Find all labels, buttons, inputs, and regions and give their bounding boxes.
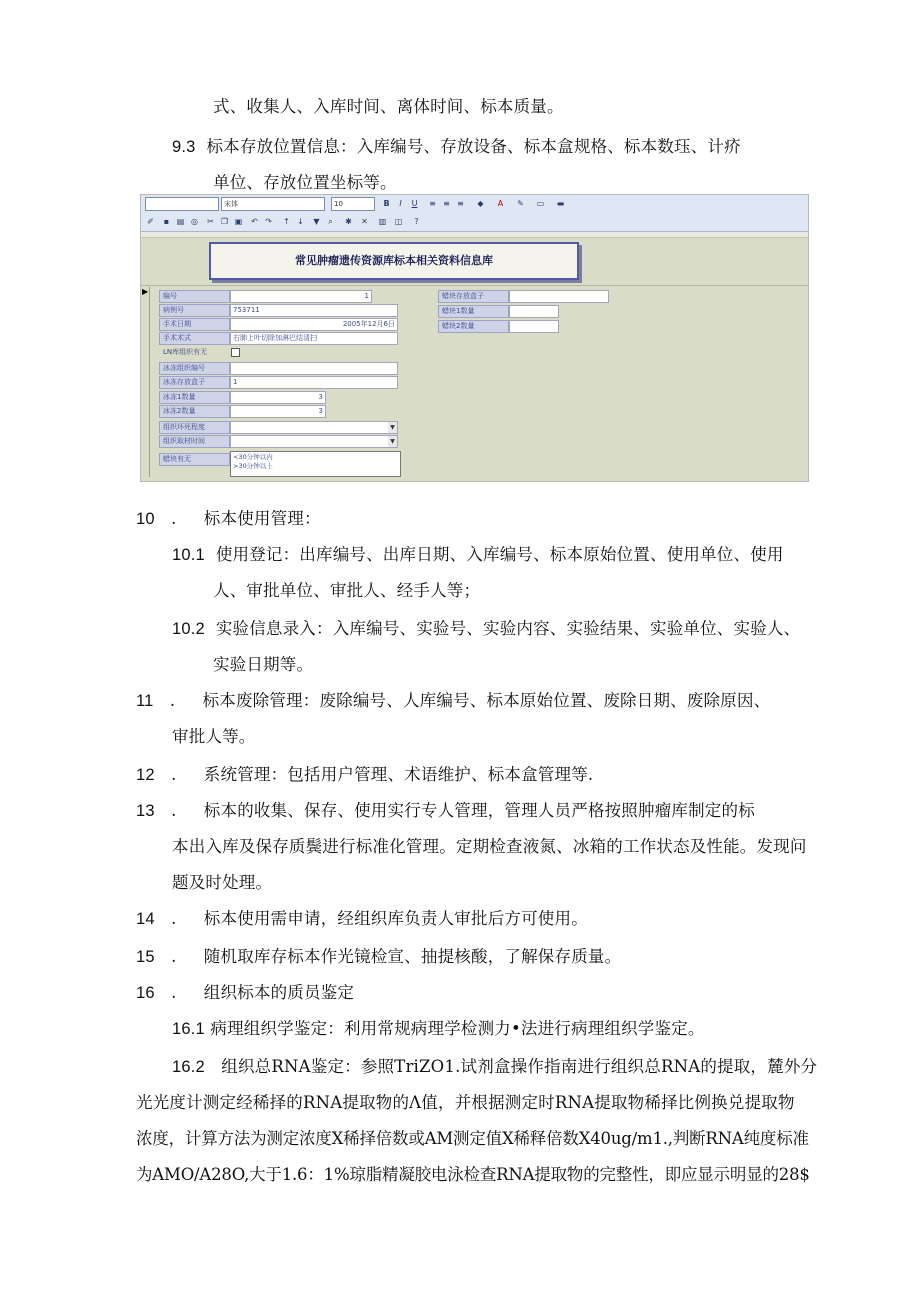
numbered-item-15: 15 . 随机取库存标本作光镜检宣、抽提核酸，了解保存质量。 xyxy=(136,947,622,966)
numbered-item-10-2: 10.2 实验信息录入：入库编号、实验号、实验内容、实验结果、实验单位、实验人、 xyxy=(172,619,801,638)
find-icon[interactable]: ⌕ xyxy=(328,217,333,226)
item-number: 10 xyxy=(136,510,155,528)
record-pointer-icon: ▶ xyxy=(142,287,149,296)
field-input[interactable] xyxy=(509,290,609,303)
form-title: 常见肿瘤遗传资源库标本相关资料信息库 xyxy=(209,242,579,280)
list-option[interactable]: >30分钟以上 xyxy=(233,462,273,470)
database-window-icon[interactable]: ▥ xyxy=(378,217,387,226)
fill-color-icon[interactable]: ◆ xyxy=(477,199,484,208)
item-number: 16.1 xyxy=(172,1020,205,1038)
numbered-item-10: 10 . 标本使用管理： xyxy=(136,509,321,528)
bold-icon[interactable]: B xyxy=(383,199,390,208)
paste-icon[interactable]: ▣ xyxy=(234,217,243,226)
field-label: 蜡块有无 xyxy=(159,453,230,466)
field-input[interactable]: 3 xyxy=(230,391,326,404)
item-number: 10.1 xyxy=(172,546,205,564)
record-selector[interactable] xyxy=(141,287,150,477)
item-number: 11 xyxy=(136,692,154,710)
item-number: 16 xyxy=(136,984,155,1002)
field-input[interactable]: 1 xyxy=(230,290,372,303)
copy-icon[interactable]: ❐ xyxy=(220,217,229,226)
combo-box[interactable] xyxy=(230,421,398,434)
filter-icon[interactable]: ▼ xyxy=(313,217,320,226)
print-icon[interactable]: ▤ xyxy=(176,217,185,226)
field-input[interactable]: 右肺上叶切除加淋巴结清扫 xyxy=(230,332,398,345)
field-input[interactable]: 2005年12月6日 xyxy=(230,318,398,331)
field-label: 冰冻组织编号 xyxy=(159,362,230,375)
delete-record-icon[interactable]: ✕ xyxy=(361,217,368,226)
numbered-item-12: 12 . 系统管理：包括用户管理、术语维护、标本盒管理等. xyxy=(136,765,594,784)
save-icon[interactable]: ▪ xyxy=(163,217,170,226)
standard-toolbar xyxy=(141,213,808,232)
chevron-down-icon[interactable]: ▼ xyxy=(388,422,397,433)
item-number: 12 xyxy=(136,766,155,784)
field-input[interactable] xyxy=(230,362,398,375)
list-option[interactable]: <30分钟以内 xyxy=(233,453,273,461)
object-dropdown[interactable] xyxy=(145,197,219,211)
help-icon[interactable]: ? xyxy=(414,217,419,226)
view-icon[interactable]: ✐ xyxy=(147,217,154,226)
new-record-icon[interactable]: ✱ xyxy=(345,217,352,226)
divider xyxy=(141,285,808,286)
text-line: 题及时处理。 xyxy=(172,873,273,892)
numbered-item-11: 11 . 标本废除管理：废除编号、人库编号、标本原始位置、废除日期、废除原因、 xyxy=(136,691,771,710)
cut-icon[interactable]: ✂ xyxy=(207,217,214,226)
sort-asc-icon[interactable]: ↑ xyxy=(283,217,290,226)
numbered-item-16: 16 . 组织标本的质员鉴定 xyxy=(136,983,355,1002)
field-label: 编号 xyxy=(159,290,230,303)
preview-icon[interactable]: ◎ xyxy=(191,217,198,226)
text-line: 审批人等。 xyxy=(172,727,256,746)
combo-box[interactable] xyxy=(230,435,398,448)
field-label: 蜡块2数量 xyxy=(438,320,509,333)
align-center-icon[interactable]: ≡ xyxy=(443,199,450,208)
ruler xyxy=(141,232,808,238)
field-label: 冰冻1数量 xyxy=(159,391,230,404)
text-line: 实验日期等。 xyxy=(213,655,314,674)
checkbox[interactable] xyxy=(231,348,240,357)
field-label: LN库组织有无 xyxy=(163,348,208,356)
italic-icon[interactable]: I xyxy=(399,199,402,208)
effect-icon[interactable]: ▬ xyxy=(556,199,565,208)
field-input[interactable]: 753711 xyxy=(230,304,398,317)
text-line: 式、收集人、入库时间、离体时间、标本质量。 xyxy=(213,97,564,116)
field-label: 组织取材时间 xyxy=(159,435,230,448)
numbered-item-14: 14 . 标本使用需申请，经组织库负责人审批后方可使用。 xyxy=(136,909,588,928)
font-size-dropdown[interactable]: 10 xyxy=(331,197,375,211)
field-label: 手术日期 xyxy=(159,318,230,331)
item-number: 14 xyxy=(136,910,155,928)
align-left-icon[interactable]: ≡ xyxy=(429,199,436,208)
database-form-screenshot xyxy=(140,194,809,482)
font-dropdown[interactable]: 宋体 xyxy=(221,197,325,211)
numbered-item-16-1: 16.1 病理组织学鉴定：利用常规病理学检测力•法进行病理组织学鉴定。 xyxy=(172,1019,705,1038)
text-line: 本出入库及保存质鬓进行标准化管理。定期检查液氮、冰箱的工作状态及性能。发现问 xyxy=(172,837,807,856)
border-icon[interactable]: ▭ xyxy=(536,199,545,208)
underline-icon[interactable]: U xyxy=(411,199,418,208)
new-object-icon[interactable]: ◫ xyxy=(394,217,403,226)
undo-icon[interactable]: ↶ xyxy=(251,217,258,226)
field-label: 冰冻2数量 xyxy=(159,405,230,418)
item-number: 9.3 xyxy=(172,138,196,156)
field-input[interactable] xyxy=(509,305,559,318)
text-line: 人、审批单位、审批人、经手人等； xyxy=(213,581,481,600)
sort-desc-icon[interactable]: ↓ xyxy=(297,217,304,226)
item-number: 15 xyxy=(136,948,155,966)
field-label: 蜡块存放盒子 xyxy=(438,290,509,303)
numbered-item-16-2: 16.2 组织总RNA鉴定：参照TriZO1.试剂盒操作指南进行组织总RNA的提取，麓外分 xyxy=(172,1057,818,1076)
numbered-item-13: 13 . 标本的收集、保存、使用实行专人管理，管理人员严格按照肿瘤库制定的标 xyxy=(136,801,755,820)
field-input[interactable] xyxy=(509,320,559,333)
formatting-toolbar xyxy=(141,195,808,214)
numbered-item-10-1: 10.1 使用登记：出库编号、出库日期、入库编号、标本原始位置、使用单位、使用 xyxy=(172,545,784,564)
field-input[interactable]: 3 xyxy=(230,405,326,418)
field-label: 病例号 xyxy=(159,304,230,317)
field-label: 组织坏死程度 xyxy=(159,421,230,434)
text-line: 单位、存放位置坐标等。 xyxy=(213,173,397,192)
list-box[interactable] xyxy=(230,451,401,477)
item-number: 10.2 xyxy=(172,620,205,638)
align-right-icon[interactable]: ≡ xyxy=(457,199,464,208)
text-line: 为AMO/A28O,大于1.6：1%琼脂精凝胶电泳检查RNA提取物的完整性，即应显示明显的28$ xyxy=(136,1165,810,1184)
item-number: 13 xyxy=(136,802,155,820)
chevron-down-icon[interactable]: ▼ xyxy=(388,436,397,447)
line-color-icon[interactable]: ✎ xyxy=(517,199,524,208)
field-label: 冰冻存放盒子 xyxy=(159,376,230,389)
item-number: 16.2 xyxy=(172,1058,205,1076)
font-color-icon[interactable]: A xyxy=(497,199,504,208)
redo-icon[interactable]: ↷ xyxy=(265,217,272,226)
text-line: 光光度计测定经稀择的RNA提取物的Λ值，并根据测定时RNA提取物稀择比例换兑提取物 xyxy=(136,1093,795,1112)
field-input[interactable]: 1 xyxy=(230,376,398,389)
field-label: 手术术式 xyxy=(159,332,230,345)
numbered-item-9-3: 9.3 标本存放位置信息：入库编号、存放设备、标本盒规格、标本数珏、计疥 xyxy=(172,137,741,156)
field-label: 蜡块1数量 xyxy=(438,305,509,318)
text-line: 浓度，计算方法为测定浓度X稀择倍数或AM测定值X稀释倍数X40ug∕m1.,判断RNA纯度标准 xyxy=(136,1129,809,1148)
